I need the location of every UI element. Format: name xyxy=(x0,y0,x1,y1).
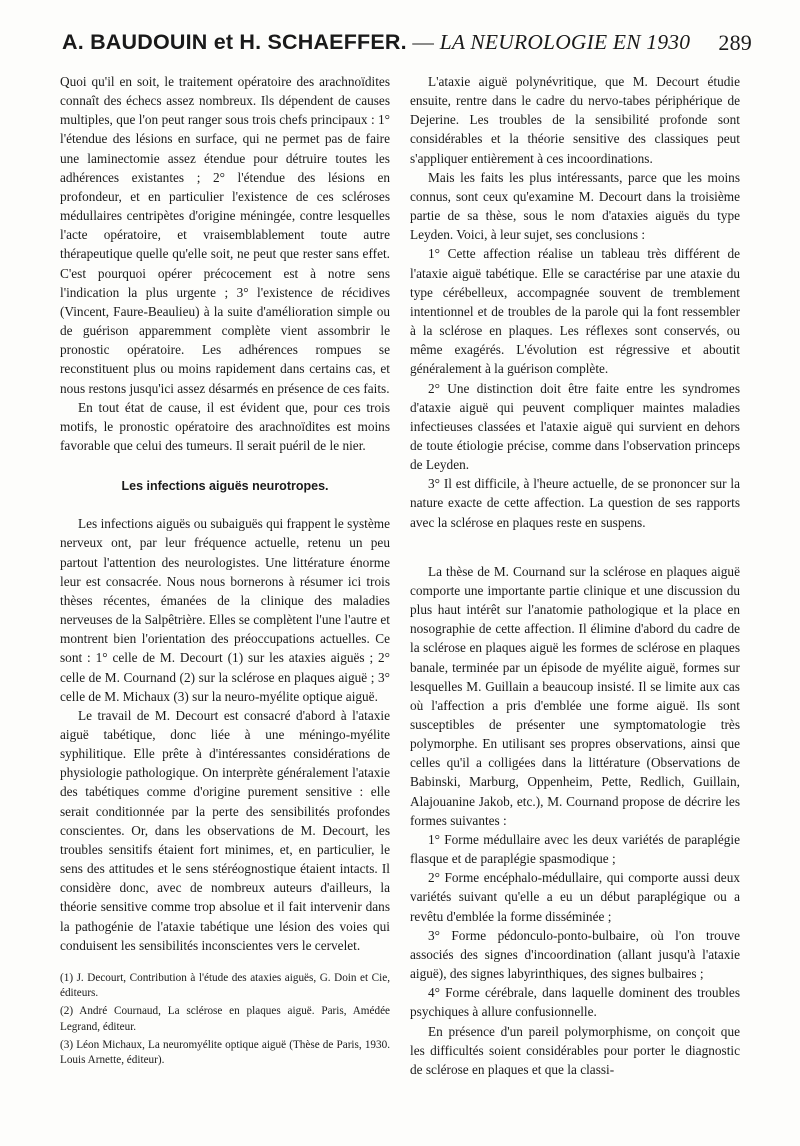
paragraph: Quoi qu'il en soit, le traitement opératoire des arachnoïdites connaît des échecs assez nombreux. Ils dépendent de causes multiples, que l'on peut ranger sous trois chefs principaux : 1° l'étendue des lésions en surface, qui ne permet pas de faire une laminectomie assez étendue pour détruire toutes les adhérences existantes ; 2° l'étendue des lésions en profondeur, et en particulier l'existence de ces scléroses médullaires centripètes d'origine méningée, contre lesquelles l'acte opératoire, et vraisemblablement toute autre thérapeutique quelle qu'elle soit, ne peut que rester sans effet. C'est pourquoi opérer précocement est à notre sens l'indication la plus urgente ; 3° l'existence de récidives (Vincent, Faure-Beaulieu) à la suite d'amélioration simple ou de guérison apparemment complète vient assombrir le pronostic opératoire. Les adhérences rompues se reconstituent plus ou moins rapidement dans certains cas, et nous restons jusqu'ici assez désarmés en présence de ces faits. xyxy=(60,74,390,396)
header-journal-title: LA NEUROLOGIE EN 1930 xyxy=(439,30,691,54)
right-column xyxy=(410,72,740,1079)
header-authors: A. BAUDOUIN et H. SCHAEFFER. xyxy=(62,30,407,54)
footnotes xyxy=(60,971,390,1069)
paragraph: Le travail de M. Decourt est consacré d'abord à l'ataxie aiguë tabétique, donc liée à une méningo-myélite syphilitique. Elle prête à d'intéressantes considérations de physiologie pathologique. On interprète généralement l'ataxie des tabétiques comme d'origine purement sensitive : elle serait conditionnée par la perte des sensibilités profondes conscientes. Or, dans les observations de M. Decourt, les troubles sensitifs étaient fort minimes, et, en particulier, le sens des attitudes et le sens stéréognostique étaient intacts. Il considère donc, avec de nombreux auteurs d'ailleurs, la théorie sensitive comme trop absolue et il fait intervenir dans la pathogénie de l'ataxie tabétique une lésion des voies qui conduisent les sensibilités inconscientes vers le cervelet. xyxy=(60,707,390,953)
paragraph: 2° Forme encéphalo-médullaire, qui comporte aussi deux variétés suivant qu'elle a eu un début paraplégique ou a revêtu d'emblée la forme disséminée ; xyxy=(410,870,740,924)
column-gap xyxy=(410,532,740,562)
footnote: (1) J. Decourt, Contribution à l'étude des ataxies aiguës, G. Doin et Cie, éditeurs. xyxy=(60,971,390,1000)
paragraph: 4° Forme cérébrale, dans laquelle dominent des troubles psychiques à allure confusionnelle. xyxy=(410,985,740,1020)
paragraph: 2° Une distinction doit être faite entre les syndromes d'ataxie aiguë qui peuvent compliquer maintes maladies infectieuses classées et l'ataxie aiguë qui survient en dehors de toute étiologie précise, comme dans l'observation princeps de Leyden. xyxy=(410,380,740,473)
paragraph: En présence d'un pareil polymorphisme, on conçoit que les difficultés soient considérables pour porter le diagnostic de sclérose en plaques et que la classi- xyxy=(410,1023,740,1077)
left-column xyxy=(60,72,390,1072)
header-separator: — xyxy=(406,30,440,54)
paragraph: La thèse de M. Cournand sur la sclérose en plaques aiguë comporte une importante partie clinique et une discussion du plus haut intérêt sur l'anatomie pathologique et la place en nosographie de cette affection. Il élimine d'abord du cadre de la sclérose en plaques aiguë les formes de sclérose en plaques banale, terminée par un épisode de myélite aiguë, formes sur lesquelles M. Guillain a beaucoup insisté. Il se limite aux cas où l'affection a pris d'emblée une forme aiguë. Ils sont susceptibles de présenter une symptomatologie très polymorphe. En utilisant ses propres observations, ainsi que celles qu'il a colligées dans la littérature (Observations de Babinski, Marburg, Oppenheim, Pette, Redlich, Guillain, Alajouanine Jakob, etc.), M. Cournand propose de décrire les formes suivantes : xyxy=(410,563,740,828)
page-number: 289 xyxy=(718,30,752,55)
section-heading: Les infections aiguës neurotropes. xyxy=(121,479,329,494)
footnote: (2) André Cournaud, La sclérose en plaques aiguë. Paris, Amédée Legrand, éditeur. xyxy=(60,1005,390,1033)
paragraph: 3° Il est difficile, à l'heure actuelle, de se prononcer sur la nature exacte de cette affection. La question de ses rapports avec la sclérose en plaques reste en suspens. xyxy=(410,476,740,530)
paragraph: 1° Forme médullaire avec les deux variétés de paraplégie flasque et de paraplégie spasmodique ; xyxy=(410,831,740,867)
paragraph: Les infections aiguës ou subaiguës qui frappent le système nerveux ont, par leur fréquence actuelle, retenu un peu partout l'attention des neurologistes. Une littérature énorme leur est consacrée. Nous nous bornerons à résumer ici trois thèses récentes, émanées de la clinique des maladies nerveuses de la Salpêtrière. Elles se complètent l'une l'autre et montrent bien l'orientation des préoccupations actuelles. Ce sont : 1° celle de M. Decourt (1) sur les ataxies aiguës ; 2° celle de M. Cournand (2) sur la sclérose en plaques aiguë ; 3° celle de M. Michaux (3) sur la neuro-myélite optique aiguë. xyxy=(60,516,390,704)
footnote: (3) Léon Michaux, La neuromyélite optique aiguë (Thèse de Paris, 1930. Louis Arnette, éditeur). xyxy=(60,1039,390,1067)
paragraph: Mais les faits les plus intéressants, parce que les moins connus, sont ceux qu'examine M. Decourt dans la troisième partie de sa thèse, sous le nom d'ataxies aiguës du type Leyden. Voici, à leur sujet, ses conclusions : xyxy=(410,169,740,243)
paragraph: 3° Forme pédonculo-ponto-bulbaire, où l'on trouve associés des signes d'incoordination (allant jusqu'à l'ataxie aiguë), des signes labyrinthiques, des signes bulbaires ; xyxy=(410,927,740,982)
paragraph: En tout état de cause, il est évident que, pour ces trois motifs, le pronostic opératoire des arachnoïdites est moins favorable que celui des tumeurs. Il serait puéril de le nier. xyxy=(60,399,390,453)
running-header xyxy=(62,30,752,70)
paragraph: L'ataxie aiguë polynévritique, que M. Decourt étudie ensuite, rentre dans le cadre du nervo-tabes périphérique de Dejerine. Les troubles de la sensibilité profonde sont considérables et la théorie sensitive des classiques peut s'appliquer entièrement à ces incoordinations. xyxy=(410,74,740,166)
paragraph: 1° Cette affection réalise un tableau très différent de l'ataxie aiguë tabétique. Elle se caractérise par une ataxie du type cérébelleux, accompagnée souvent de tremblement intentionnel et de troubles de la parole qui la font ressembler à la sclérose en plaques. Les réflexes sont conservés, ou même exagérés. L'évolution est régressive et aboutit généralement à la guérison complète. xyxy=(410,246,740,377)
